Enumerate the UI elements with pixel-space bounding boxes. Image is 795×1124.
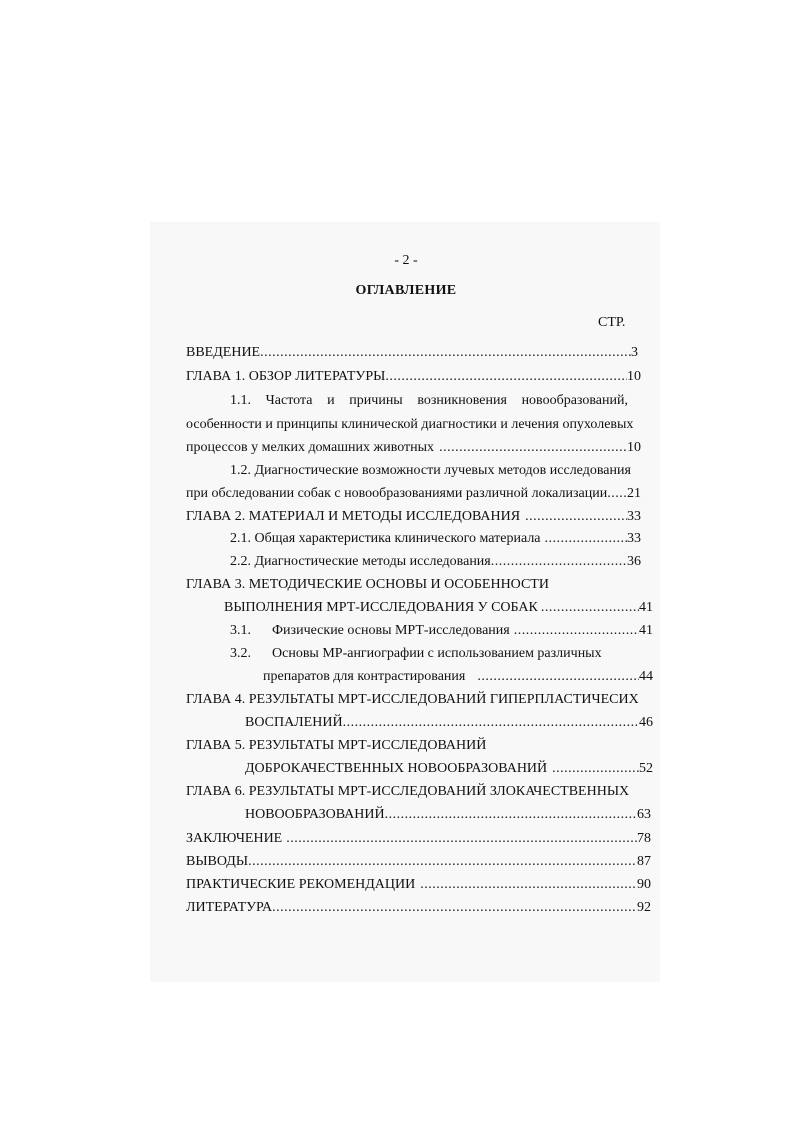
toc-page: 90 (637, 877, 651, 892)
toc-leader (248, 853, 637, 871)
toc-word: новообразований, (521, 393, 628, 408)
toc-page: 10 (627, 369, 641, 384)
toc-label: ВЫВОДЫ (186, 854, 249, 869)
toc-entry-chapter-3-line-2[interactable] (224, 599, 653, 617)
toc-label: Основы МР-ангиографии с использованием различных (272, 646, 602, 661)
toc-label: 2.1. Общая характеристика клинического материала (230, 531, 541, 546)
toc-entry-3-2-line-2[interactable] (263, 668, 653, 686)
toc-entry-literature[interactable] (186, 899, 651, 917)
toc-word: 1.1. (230, 393, 251, 408)
toc-number: 3.2. (230, 646, 251, 661)
toc-entry-1-2-line-1: 1.2. Диагностические возможности лучевых методов исследования (230, 463, 631, 478)
toc-label: ГЛАВА 2. МАТЕРИАЛ И МЕТОДЫ ИССЛЕДОВАНИЯ (186, 509, 521, 524)
toc-entry-chapter-4-line-1: ГЛАВА 4. РЕЗУЛЬТАТЫ МРТ-ИССЛЕДОВАНИЙ ГИПЕРПЛАСТИЧЕСИХ (186, 692, 639, 707)
toc-entry-1-1-line-3[interactable] (186, 439, 641, 457)
toc-entry-2-2[interactable] (230, 553, 641, 571)
toc-leader (385, 368, 627, 386)
toc-page: 10 (627, 440, 641, 455)
toc-leader (286, 830, 637, 848)
toc-leader (541, 599, 639, 617)
toc-label: препаратов для контрастирования (263, 669, 466, 684)
toc-entry-2-1[interactable] (230, 530, 641, 548)
toc-entry-chapter-4-line-2[interactable] (245, 714, 653, 732)
toc-entry-conclusion[interactable] (186, 830, 651, 848)
toc-entry-1-2-line-2[interactable] (186, 485, 641, 503)
toc-page: 33 (627, 509, 641, 524)
toc-leader (420, 876, 637, 894)
page-column-label: СТР. (598, 315, 626, 330)
toc-entry-chapter-6-line-1: ГЛАВА 6. РЕЗУЛЬТАТЫ МРТ-ИССЛЕДОВАНИЙ ЗЛОКАЧЕСТВЕННЫХ (186, 784, 630, 799)
toc-page: 78 (637, 831, 651, 846)
toc-word: и (327, 393, 335, 408)
toc-entry-chapter-5-line-1: ГЛАВА 5. РЕЗУЛЬТАТЫ МРТ-ИССЛЕДОВАНИЙ (186, 738, 487, 753)
toc-number: 3.1. (230, 623, 251, 638)
page-title: ОГЛАВЛЕНИЕ (355, 283, 457, 298)
toc-label: 2.2. Диагностические методы исследования (230, 554, 491, 569)
toc-label: ВОСПАЛЕНИЙ (245, 715, 343, 730)
toc-word: возникновения (417, 393, 507, 408)
toc-leader (439, 439, 627, 457)
toc-page: 3 (631, 345, 638, 360)
toc-leader (514, 622, 639, 640)
toc-leader (525, 508, 627, 526)
toc-page: 36 (627, 554, 641, 569)
toc-word: причины (349, 393, 403, 408)
toc-label: НОВООБРАЗОВАНИЙ (245, 807, 385, 822)
toc-leader (385, 806, 637, 824)
toc-entry-3-2-line-1 (230, 645, 602, 663)
toc-word: Частота (265, 393, 313, 408)
toc-leader (545, 530, 627, 548)
toc-entry-3-1[interactable] (230, 622, 653, 640)
toc-label: процессов у мелких домашних животных (186, 440, 435, 455)
toc-page: 46 (639, 715, 653, 730)
toc-leader (343, 714, 639, 732)
toc-label: ЛИТЕРАТУРА (186, 900, 273, 915)
toc-entry-1-1-line-2: особенности и принципы клинической диагностики и лечения опухолевых (186, 417, 634, 432)
toc-entry-intro[interactable] (186, 344, 638, 362)
toc-leader (491, 553, 627, 571)
toc-page: 21 (627, 486, 641, 501)
toc-label: ДОБРОКАЧЕСТВЕННЫХ НОВООБРАЗОВАНИЙ (245, 761, 548, 776)
toc-page: 44 (639, 669, 653, 684)
toc-entry-findings[interactable] (186, 853, 651, 871)
toc-entry-1-1-line-1[interactable] (230, 392, 628, 410)
toc-leader (552, 760, 639, 778)
toc-leader (272, 899, 637, 917)
toc-entry-chapter-3-line-1: ГЛАВА 3. МЕТОДИЧЕСКИЕ ОСНОВЫ И ОСОБЕННОСТИ (186, 577, 549, 592)
toc-label: при обследовании собак с новообразованиями различной локализации (186, 486, 608, 501)
toc-entry-chapter-2[interactable] (186, 508, 641, 526)
toc-entry-recommendations[interactable] (186, 876, 651, 894)
toc-entry-chapter-6-line-2[interactable] (245, 806, 651, 824)
toc-label: Физические основы МРТ-исследования (272, 623, 510, 638)
toc-page: 33 (627, 531, 641, 546)
toc-label: ГЛАВА 1. ОБЗОР ЛИТЕРАТУРЫ (186, 369, 386, 384)
toc-entry-chapter-1[interactable] (186, 368, 641, 386)
toc-leader (477, 668, 639, 686)
toc-page: 87 (637, 854, 651, 869)
toc-page: 52 (639, 761, 653, 776)
toc-entry-chapter-5-line-2[interactable] (245, 760, 653, 778)
toc-leader (607, 485, 627, 503)
toc-label: ВВЕДЕНИЕ (186, 345, 261, 360)
toc-page: 41 (639, 623, 653, 638)
toc-page: 63 (637, 807, 651, 822)
toc-label: ЗАКЛЮЧЕНИЕ (186, 831, 283, 846)
page-number: - 2 - (394, 253, 418, 268)
toc-page: 41 (639, 600, 653, 615)
toc-leader (260, 344, 631, 362)
toc-label: ВЫПОЛНЕНИЯ МРТ-ИССЛЕДОВАНИЯ У СОБАК (224, 600, 538, 615)
toc-page: 92 (637, 900, 651, 915)
toc-label: ПРАКТИЧЕСКИЕ РЕКОМЕНДАЦИИ (186, 877, 416, 892)
